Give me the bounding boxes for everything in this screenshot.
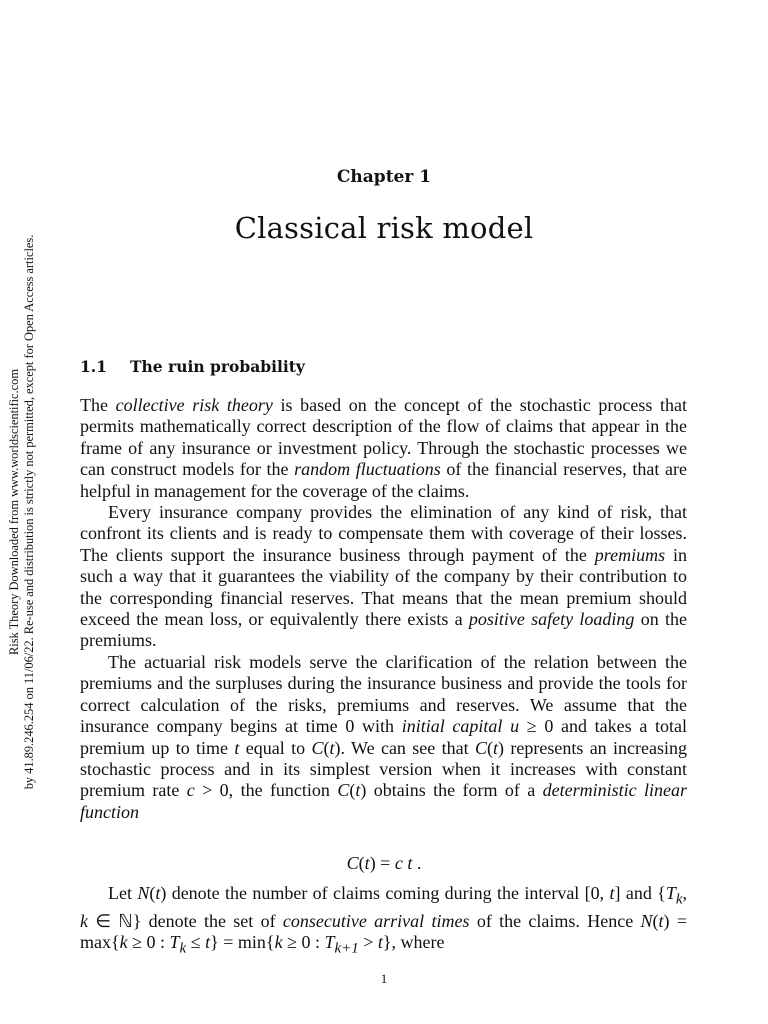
- math-subscript: k: [675, 891, 683, 908]
- math-symbol: C: [346, 853, 359, 873]
- text-run: (: [487, 737, 493, 758]
- text-run: ∈ ℕ} denote the set of: [88, 911, 283, 931]
- page-number: 1: [380, 971, 388, 986]
- text-run: ). We can see that: [334, 737, 475, 758]
- text-run: ) = max{: [80, 911, 688, 953]
- text-run: ) denote the number of claims coming during the interval [0,: [160, 883, 610, 903]
- body-text-lower: [80, 883, 687, 960]
- chapter-label: Chapter 1: [336, 167, 432, 187]
- math-symbol: T: [665, 883, 676, 903]
- emphasis: deterministic linear function: [80, 780, 688, 822]
- math-symbol: t: [355, 780, 361, 801]
- math-symbol: c t: [394, 853, 413, 873]
- emphasis: positive safety loading: [468, 609, 635, 630]
- math-symbol: u: [510, 716, 520, 737]
- text-run: of the financial reserves, that are helpful in management for the coverage of the claims.: [80, 459, 687, 501]
- emphasis: collective risk theory: [115, 395, 273, 415]
- math-subscript: k+1: [334, 941, 359, 957]
- text-run: (: [149, 883, 156, 903]
- text-run: ≤: [186, 932, 206, 953]
- math-symbol: C: [474, 737, 487, 758]
- math-symbol: t: [493, 737, 499, 758]
- emphasis: consecutive arrival times: [282, 911, 470, 931]
- display-equation: [0, 852, 768, 874]
- section-number: 1.1: [80, 357, 107, 376]
- text-run: (: [652, 911, 659, 931]
- text-run: }, where: [382, 932, 445, 953]
- math-symbol: t: [364, 853, 370, 873]
- paragraph-4: [80, 883, 687, 960]
- math-symbol: t: [609, 883, 615, 903]
- math-symbol: c: [186, 780, 195, 801]
- text-run: is based on the concept of the stochastic process that permits mathematically correct description of the flow of claims that appear in the frame of any insurance or investment policy. Through the stochastic processes we can construct models for the: [80, 395, 688, 480]
- text-run: Let: [108, 883, 138, 903]
- text-run: ) represents an increasing stochastic process and in its simplest version when it increases with constant premium rate: [80, 737, 688, 801]
- paragraph-3: [80, 652, 687, 823]
- math-symbol: t: [205, 932, 211, 953]
- emphasis: initial capital: [401, 716, 503, 737]
- watermark-line-2: by 41.89.246.254 on 11/06/22. Re-use and distribution is strictly not permitted, except for Open Access articles.: [22, 234, 36, 790]
- emphasis: random fluctuations: [294, 459, 441, 480]
- text-run: > 0, the function: [194, 780, 338, 801]
- text-run: The actuarial risk models serve the clarification of the relation between the premiums and the surpluses during the insurance business and provide the tools for correct calculation of the risks, premiums and reserves. We assume that the insurance company begins at time 0 with: [80, 651, 687, 737]
- text-run: .: [412, 853, 422, 873]
- text-run: ≥ 0 and takes a total premium up to time: [80, 716, 687, 758]
- text-run: } = min{: [210, 932, 275, 953]
- text-run: (: [358, 853, 365, 873]
- math-symbol: T: [324, 932, 335, 953]
- body-text-upper: [80, 395, 687, 823]
- text-run: equal to: [239, 737, 312, 758]
- chapter-title: Classical risk model: [234, 211, 534, 245]
- text-run: of the claims. Hence: [469, 911, 641, 931]
- text-run: (: [349, 780, 356, 801]
- text-run: ) obtains the form of a: [360, 780, 543, 801]
- math-symbol: C: [337, 780, 350, 801]
- section-title: The ruin probability: [130, 357, 305, 376]
- watermark-line-1: Risk Theory Downloaded from www.worldscientific.com: [7, 369, 21, 655]
- math-symbol: t: [377, 932, 383, 953]
- text-run: ,: [682, 883, 687, 903]
- text-run: ] and {: [614, 883, 666, 903]
- paragraph-1: [80, 395, 687, 502]
- text-run: ≥ 0 :: [127, 932, 170, 953]
- text-run: >: [358, 932, 378, 953]
- math-symbol: k: [80, 911, 88, 931]
- paragraph-2: [80, 502, 687, 652]
- text-run: ≥ 0 :: [282, 932, 325, 953]
- math-symbol: N: [137, 883, 150, 903]
- text-run: The: [80, 395, 116, 415]
- section-heading: [80, 357, 305, 377]
- text-run: on the premiums.: [80, 609, 687, 651]
- math-symbol: t: [329, 737, 335, 758]
- math-subscript: k: [179, 941, 187, 957]
- text-run: (: [323, 737, 330, 758]
- math-symbol: t: [658, 911, 664, 931]
- math-symbol: C: [311, 737, 324, 758]
- math-symbol: t: [155, 883, 161, 903]
- text-run: ) =: [369, 853, 395, 873]
- math-symbol: N: [640, 911, 653, 931]
- text-run: in such a way that it guarantees the viability of the company by their contribution to the corresponding financial reserves. That means that the mean premium should exceed the mean loss, or equivalently there exists a: [80, 544, 687, 630]
- math-symbol: k: [119, 932, 128, 953]
- emphasis: premiums: [594, 544, 666, 565]
- math-symbol: T: [169, 932, 180, 953]
- text-run: Every insurance company provides the elimination of any kind of risk, that confront its clients and is ready to compensate them with coverage of their losses. The clients support the insurance business through payment of the: [80, 502, 687, 565]
- math-symbol: t: [234, 737, 240, 758]
- math-symbol: k: [274, 932, 283, 953]
